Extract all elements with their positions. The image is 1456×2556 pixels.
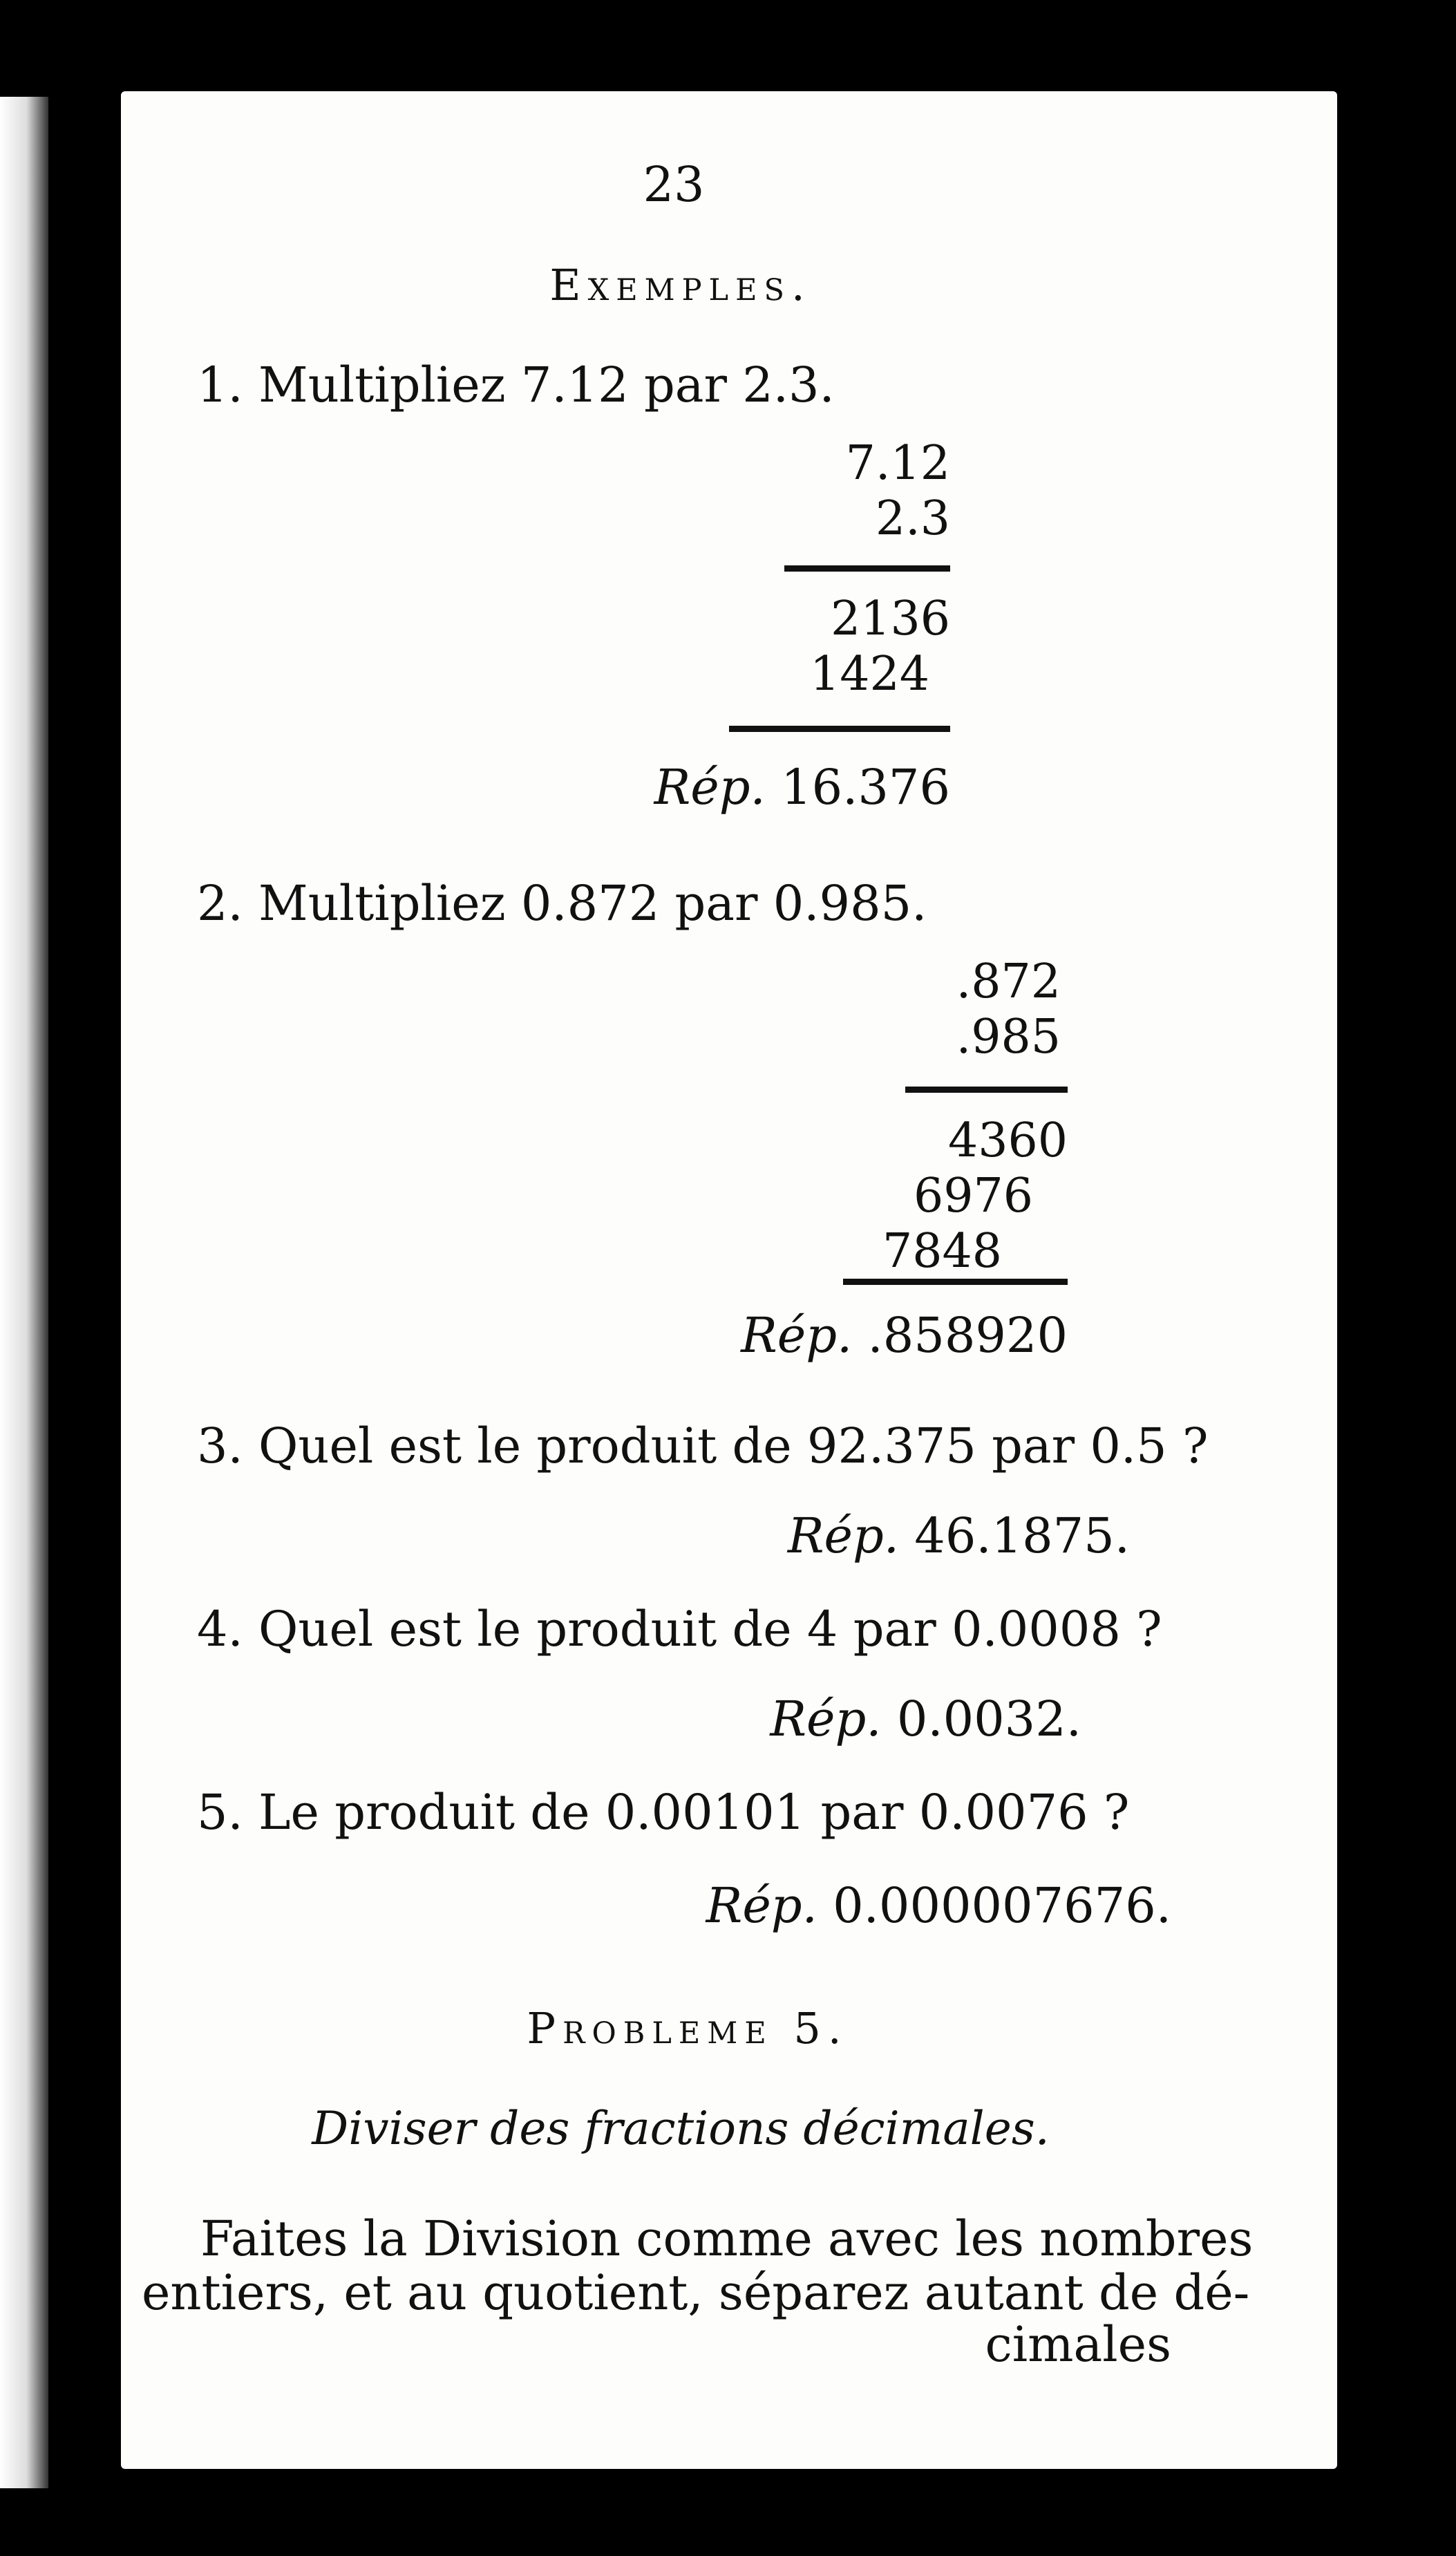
paragraph-line-3: cimales: [985, 2316, 1171, 2373]
example-4-question: 4. Quel est le produit de 4 par 0.0008 ?: [197, 1601, 1162, 1657]
ex2-multiplicand: .872: [956, 955, 1061, 1009]
book-page: [121, 91, 1337, 2469]
ex5-answer: [706, 1877, 1171, 1934]
ex3-rep-label: Rép.: [787, 1507, 900, 1564]
ex2-partial-1: 4360: [947, 1113, 1068, 1168]
ex3-answer: [787, 1507, 1130, 1564]
ex2-rep-label: Rép.: [741, 1307, 853, 1364]
example-2-question: 2. Multipliez 0.872 par 0.985.: [197, 875, 927, 932]
ex4-rep-value: 0.0032.: [896, 1691, 1081, 1747]
ex4-rep-label: Rép.: [770, 1691, 882, 1747]
ex1-rep-label: Rép.: [654, 759, 766, 816]
ex2-rule-1: [905, 1087, 1068, 1093]
ex2-multiplier: .985: [956, 1010, 1061, 1064]
ex1-rule-2: [729, 726, 950, 732]
paragraph-line-2: entiers, et au quotient, séparez autant de dé-: [142, 2264, 1250, 2321]
ex2-rule-2: [843, 1279, 1068, 1285]
ex1-partial-1: 2136: [830, 592, 950, 646]
ex2-answer: [741, 1307, 1068, 1364]
ex3-rep-value: 46.1875.: [914, 1507, 1130, 1564]
example-5-question: 5. Le produit de 0.00101 par 0.0076 ?: [197, 1784, 1130, 1841]
ex1-partial-2: 1424: [809, 647, 929, 702]
paragraph-line-1: Faites la Division comme avec les nombres: [200, 2210, 1254, 2267]
ex1-answer: [654, 759, 950, 816]
scan-edge: [0, 97, 48, 2488]
problem-subtitle: Diviser des fractions décimales.: [312, 2102, 1050, 2155]
ex1-rule-1: [784, 565, 950, 572]
ex5-rep-value: 0.000007676.: [833, 1877, 1171, 1934]
page-number: 23: [643, 156, 705, 213]
ex1-multiplicand: 7.12: [845, 436, 950, 491]
ex4-answer: [770, 1691, 1081, 1747]
problem-heading: Probleme 5.: [527, 2003, 849, 2054]
ex2-partial-3: 7848: [882, 1224, 1002, 1279]
examples-heading: Exemples.: [549, 260, 812, 310]
ex1-multiplier: 2.3: [875, 491, 950, 546]
ex2-partial-2: 6976: [913, 1169, 1033, 1223]
example-1-question: 1. Multipliez 7.12 par 2.3.: [197, 357, 835, 413]
ex1-rep-value: 16.376: [781, 759, 950, 816]
ex2-rep-value: .858920: [867, 1307, 1068, 1364]
ex5-rep-label: Rép.: [706, 1877, 817, 1934]
example-3-question: 3. Quel est le produit de 92.375 par 0.5 ?: [197, 1418, 1209, 1474]
